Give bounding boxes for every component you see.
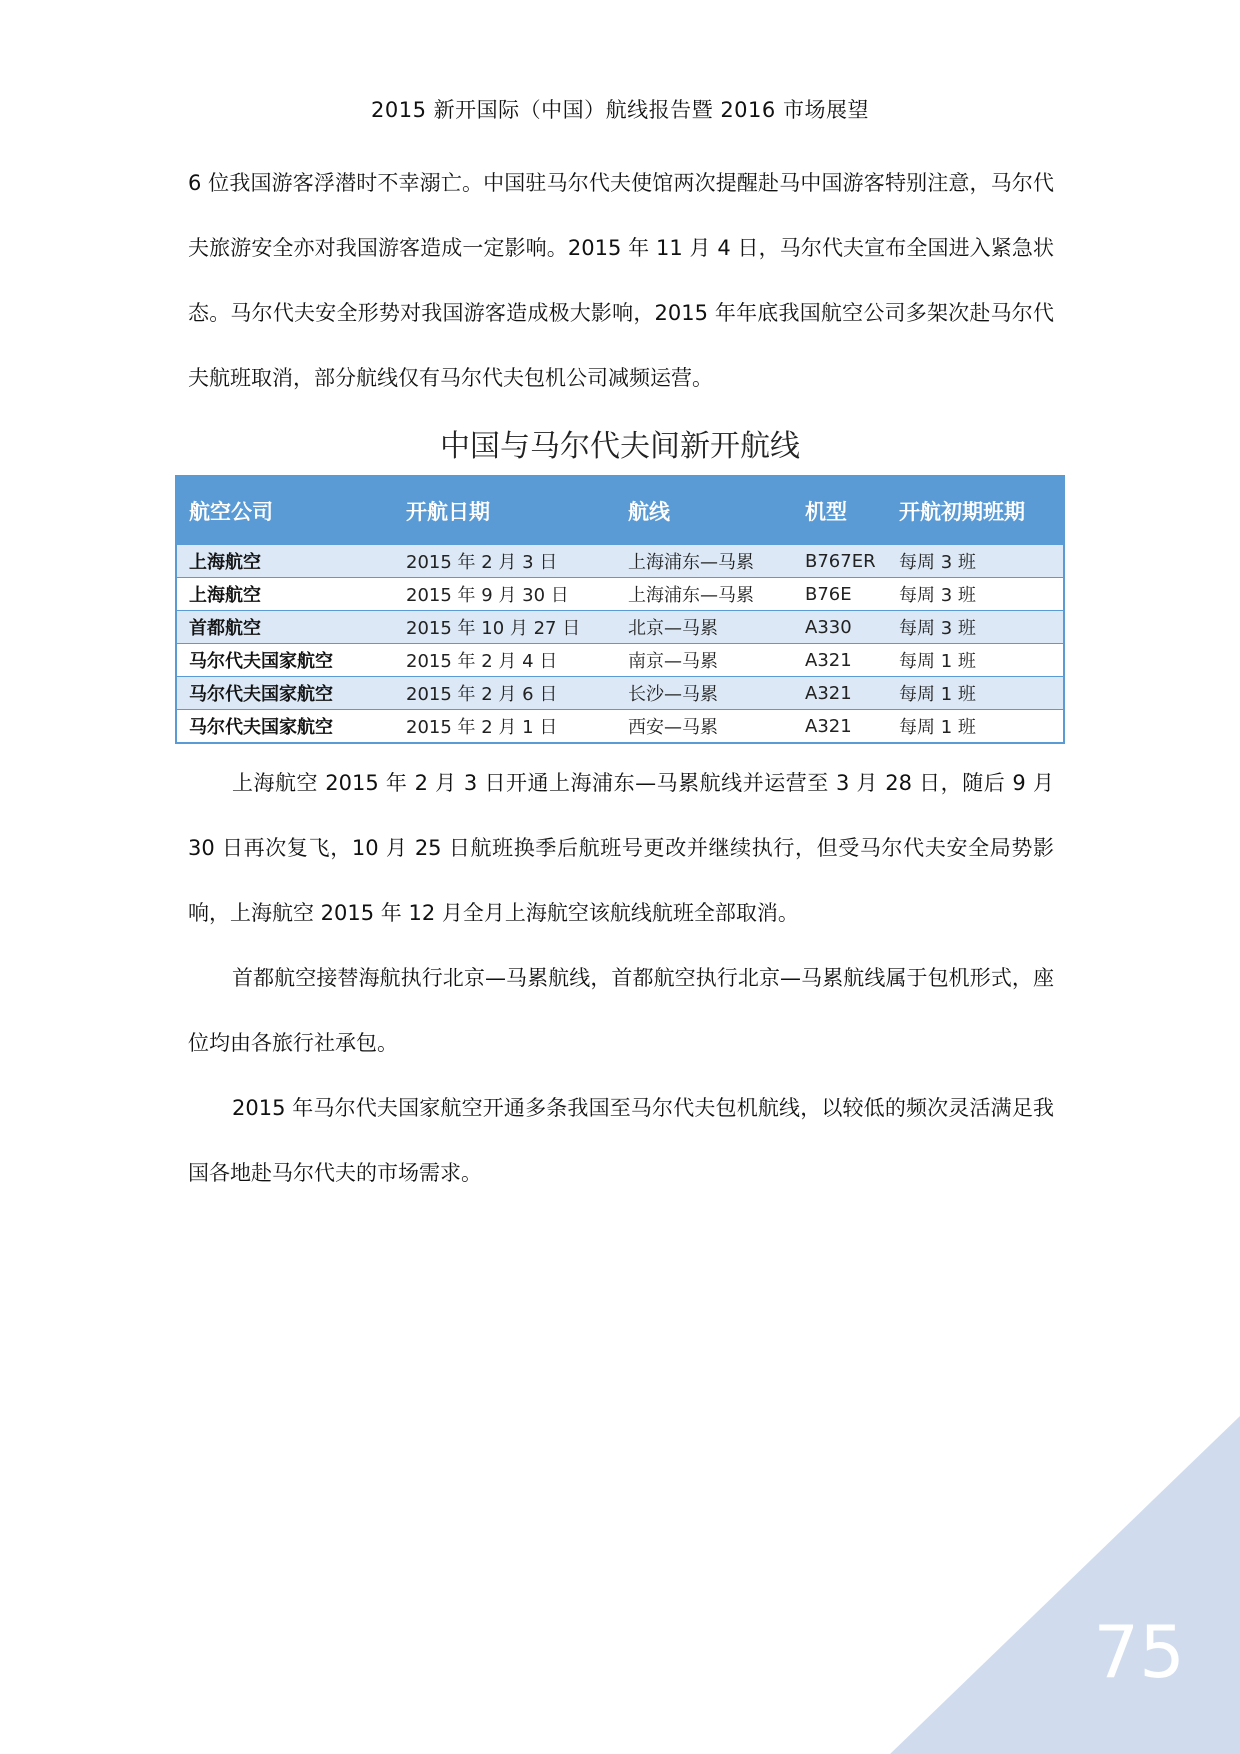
cell-frequency: 每周 1 班 bbox=[887, 644, 1064, 677]
body-paragraph-4: 2015 年马尔代夫国家航空开通多条我国至马尔代夫包机航线，以较低的频次灵活满足我国各地赴马尔代夫的市场需求。 bbox=[188, 1096, 1054, 1185]
cell-airline: 马尔代夫国家航空 bbox=[176, 644, 394, 677]
routes-table bbox=[175, 475, 1065, 744]
cell-aircraft: B767ER bbox=[793, 545, 887, 578]
table-row bbox=[176, 578, 1064, 611]
page-number: 75 bbox=[1093, 1610, 1185, 1694]
header-date: 开航日期 bbox=[394, 476, 616, 545]
cell-route: 上海浦东—马累 bbox=[616, 578, 793, 611]
cell-airline: 上海航空 bbox=[176, 578, 394, 611]
table-header-row bbox=[176, 476, 1064, 545]
cell-date: 2015 年 2 月 4 日 bbox=[394, 644, 616, 677]
cell-date: 2015 年 9 月 30 日 bbox=[394, 578, 616, 611]
cell-airline: 马尔代夫国家航空 bbox=[176, 710, 394, 744]
table-row bbox=[176, 611, 1064, 644]
cell-frequency: 每周 1 班 bbox=[887, 710, 1064, 744]
corner-triangle-shape bbox=[890, 1416, 1240, 1754]
cell-frequency: 每周 3 班 bbox=[887, 545, 1064, 578]
body-paragraph-1: 6 位我国游客浮潜时不幸溺亡。中国驻马尔代夫使馆两次提醒赴马中国游客特别注意，马尔代夫旅游安全亦对我国游客造成一定影响。2015 年 11 月 4 日，马尔代夫宣布全国进入紧急状态。马尔代夫安全形势对我国游客造成极大影响，2015 年年底我国航空公司多架次赴马尔代夫航班取消，部分航线仅有马尔代夫包机公司减频运营。 bbox=[188, 171, 1054, 390]
cell-date: 2015 年 10 月 27 日 bbox=[394, 611, 616, 644]
cell-aircraft: B76E bbox=[793, 578, 887, 611]
cell-frequency: 每周 3 班 bbox=[887, 611, 1064, 644]
table-title: 中国与马尔代夫间新开航线 bbox=[440, 429, 800, 464]
cell-airline: 上海航空 bbox=[176, 545, 394, 578]
header-frequency: 开航初期班期 bbox=[887, 476, 1064, 545]
cell-aircraft: A330 bbox=[793, 611, 887, 644]
table-row bbox=[176, 710, 1064, 744]
header-airline: 航空公司 bbox=[176, 476, 394, 545]
cell-airline: 首都航空 bbox=[176, 611, 394, 644]
cell-frequency: 每周 1 班 bbox=[887, 677, 1064, 710]
body-paragraph-3: 首都航空接替海航执行北京—马累航线，首都航空执行北京—马累航线属于包机形式，座位均由各旅行社承包。 bbox=[188, 966, 1054, 1055]
cell-route: 北京—马累 bbox=[616, 611, 793, 644]
header-aircraft: 机型 bbox=[793, 476, 887, 545]
cell-aircraft: A321 bbox=[793, 677, 887, 710]
cell-date: 2015 年 2 月 6 日 bbox=[394, 677, 616, 710]
cell-aircraft: A321 bbox=[793, 710, 887, 744]
cell-date: 2015 年 2 月 1 日 bbox=[394, 710, 616, 744]
running-header: 2015 新开国际（中国）航线报告暨 2016 市场展望 bbox=[371, 98, 869, 122]
table-row bbox=[176, 545, 1064, 578]
cell-airline: 马尔代夫国家航空 bbox=[176, 677, 394, 710]
cell-date: 2015 年 2 月 3 日 bbox=[394, 545, 616, 578]
body-paragraph-2: 上海航空 2015 年 2 月 3 日开通上海浦东—马累航线并运营至 3 月 28 日，随后 9 月 30 日再次复飞，10 月 25 日航班换季后航班号更改并继续执行，但受马尔代夫安全局势影响，上海航空 2015 年 12 月全月上海航空该航线航班全部取消。 bbox=[188, 771, 1054, 925]
corner-triangle-decoration bbox=[890, 1416, 1240, 1754]
cell-route: 上海浦东—马累 bbox=[616, 545, 793, 578]
cell-route: 南京—马累 bbox=[616, 644, 793, 677]
cell-route: 长沙—马累 bbox=[616, 677, 793, 710]
table-row bbox=[176, 644, 1064, 677]
table-row bbox=[176, 677, 1064, 710]
cell-frequency: 每周 3 班 bbox=[887, 578, 1064, 611]
cell-aircraft: A321 bbox=[793, 644, 887, 677]
cell-route: 西安—马累 bbox=[616, 710, 793, 744]
header-route: 航线 bbox=[616, 476, 793, 545]
